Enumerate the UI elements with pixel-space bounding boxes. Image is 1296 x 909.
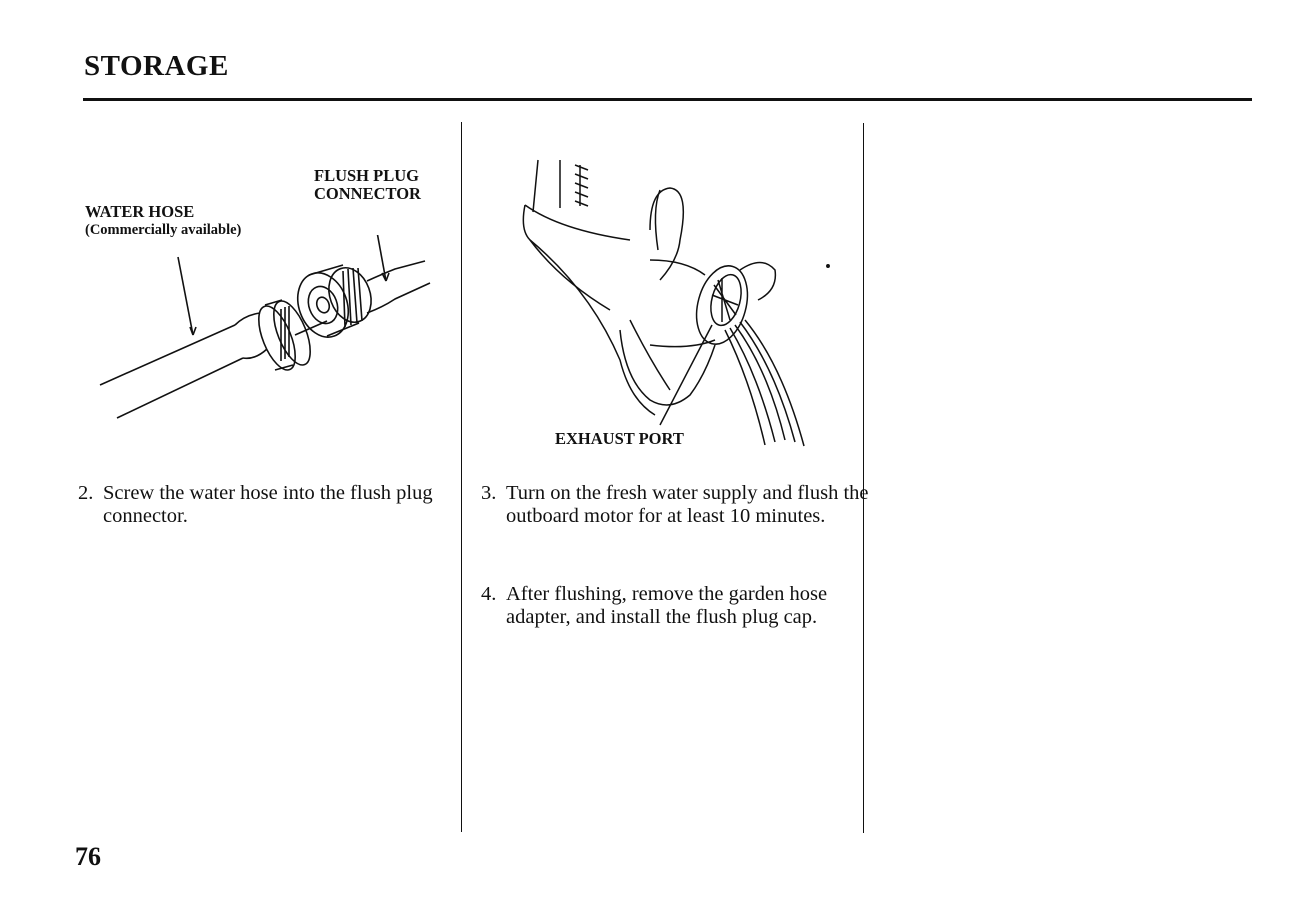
hose-connector-illustration [95,235,445,425]
flush-plug-label-line1: FLUSH PLUG [314,166,419,185]
outboard-exhaust-illustration [500,150,840,455]
step-3-number: 3. [481,482,497,504]
exhaust-port-label: EXHAUST PORT [555,429,684,448]
step-4-number: 4. [481,583,497,605]
step-4-text: After flushing, remove the garden hose adapter, and install the flush plug cap. [506,583,828,628]
step-2 [78,482,475,528]
step-4 [481,583,878,629]
step-2-text: Screw the water hose into the flush plug connector. [103,482,433,527]
step-3-text: Turn on the fresh water supply and flush the outboard motor for at least 10 minutes. [506,482,869,527]
step-3 [481,482,878,528]
water-hose-label: WATER HOSE [85,202,195,221]
water-hose-note: (Commercially available) [85,222,242,238]
column-divider-right [863,123,864,833]
header-rule [83,98,1252,101]
step-2-number: 2. [78,482,94,504]
column-divider-left [461,122,462,832]
page-number: 76 [75,842,101,871]
flush-plug-label-line2: CONNECTOR [314,184,421,203]
page-title: STORAGE [84,50,229,82]
